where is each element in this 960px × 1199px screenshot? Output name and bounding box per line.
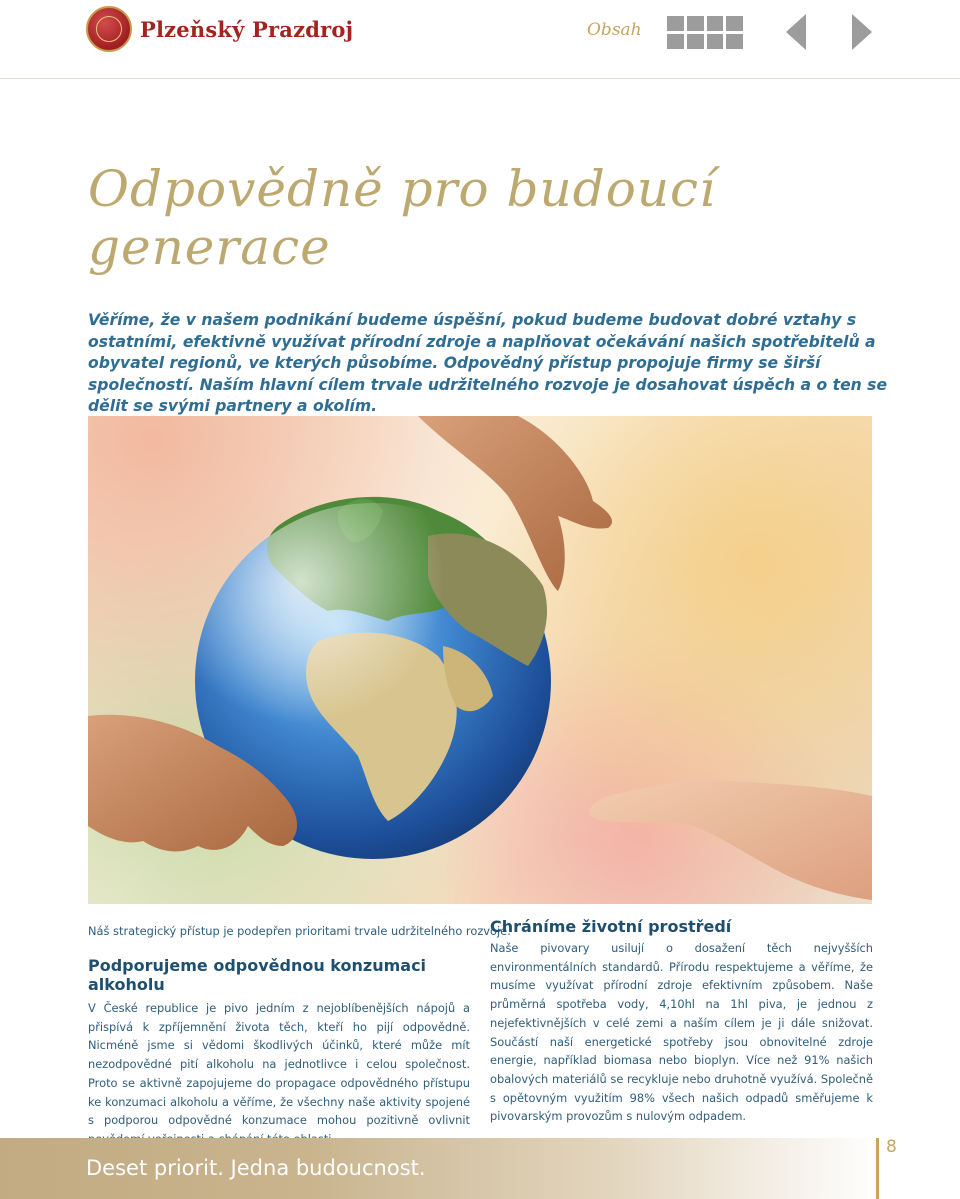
brand-logo[interactable] (86, 6, 353, 52)
arrow-left-icon[interactable] (786, 14, 806, 50)
section-heading: Chráníme životní prostředí (490, 917, 732, 936)
photo-caption: Náš strategický přístup je podepřen prioritami trvale udržitelného rozvoje. (88, 924, 511, 938)
globe-hands-photo (88, 416, 872, 904)
contents-link[interactable]: Obsah (587, 20, 642, 40)
section-heading: Podporujeme odpovědnou konzumaci alkoholu (88, 956, 427, 994)
page-number: 8 (886, 1137, 897, 1157)
seal-icon (86, 6, 132, 52)
header-bar (0, 0, 960, 79)
section-body: Naše pivovary usilují o dosažení těch nejvyšších environmentálních standardů. Přírodu respektujeme a věříme, že musíme využívat přírodní zdroje efektivním způsobem. Naše průměrná spotřeba vody, 4,10hl na 1hl piva, je jednou z nejefektivnějších v celé zemi a naším cílem je ji dále snižovat. Součástí naší energetické spotřeby jsou obnovitelné zdroje energie, například biomasa nebo bioplyn. Více než 91% našich obalových materiálů se recykluje nebo druhotně využívá. Společně s opětovným využitím 98% všech našich odpadů směřujeme k pivovarským provozům s nulovým odpadem. (490, 941, 873, 1124)
brand-name: Plzeňský Prazdroj (140, 16, 354, 42)
right-hand (589, 780, 872, 900)
page-title: Odpovědně pro budoucí generace (88, 160, 717, 276)
section-body: V České republice je pivo jedním z nejoblíbenějších nápojů a přispívá k zpříjemnění života těch, kteří ho pijí odpovědně. Nicméně jsme si vědomi škodlivých účinků, které může mít nezodpovědné pití alkoholu na jednotlivce i celou společnost. Proto se aktivně zapojujeme do propagace odpovědného přístupu ke konzumaci alkoholu a věříme, že všechny naše aktivity spojené s podporou odpovědné konzumace mohou pozitivně ovlivnit (88, 1001, 470, 1128)
grid-icon[interactable] (667, 16, 743, 49)
intro-paragraph: Věříme, že v našem podnikání budeme úspěšní, pokud budeme budovat dobré vztahy s ostatními, efektivně využívat přírodní zdroje a naplňovat očekávání našich spotřebitelů a obyvatel regionů, ve kterých působíme. Odpovědný přístup propojuje firmy se širší společností. Naším hlavní cílem trvale udržitelného rozvoje je dosahovat úspěch a o ten se dělit se svými partnery a okolím. (88, 311, 888, 415)
section-environment (490, 917, 873, 1126)
globe-illustration (88, 416, 872, 904)
footer-divider (876, 1138, 879, 1199)
arrow-right-icon[interactable] (852, 14, 872, 50)
section-alcohol (88, 956, 470, 1149)
footer-tagline: Deset priorit. Jedna budoucnost. (86, 1156, 426, 1180)
